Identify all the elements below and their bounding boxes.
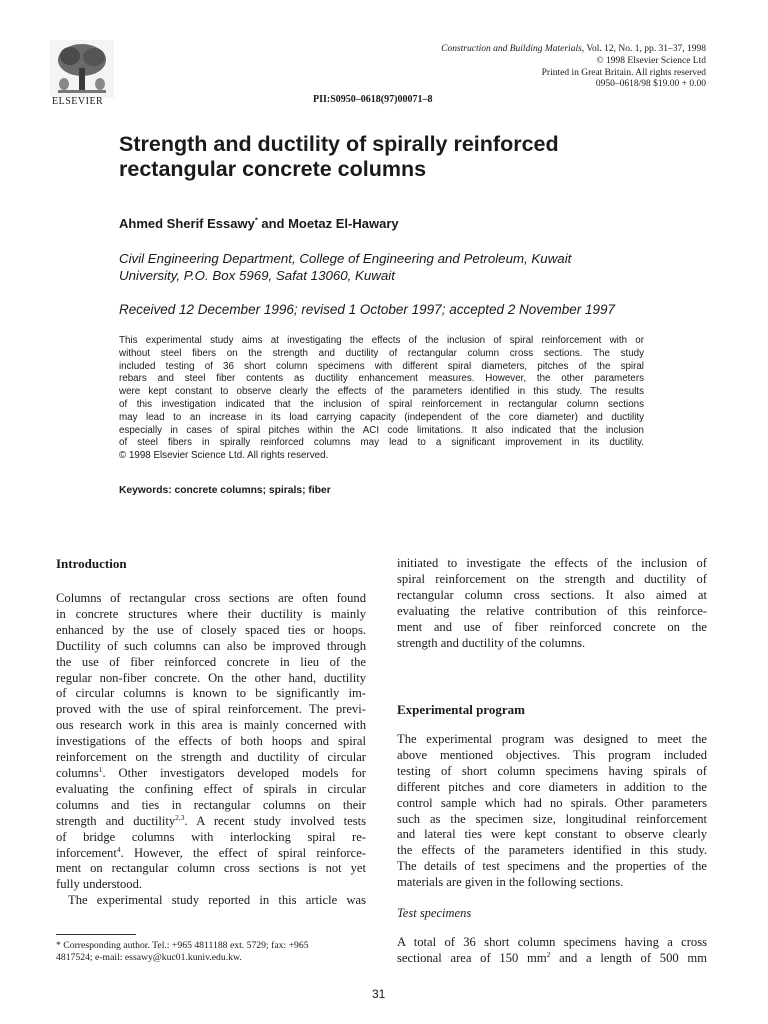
journal-info (346, 44, 706, 91)
body-line: testing of short column specimens having spirals of (397, 763, 707, 778)
body-line: investigations of the effects of both hoops and spiral (56, 734, 366, 749)
citation-4: 4 (116, 844, 121, 854)
title-line-1: Strength and ductility of spirally reinforced (119, 132, 559, 156)
body-line: rectangular column cross sections. It also aimed at (397, 587, 707, 602)
body-line: columns and ties in rectangular columns on their (56, 797, 366, 812)
abstract-line: included testing of 36 short column specimens with different spiral diameters, pitches of the spiral (119, 360, 644, 372)
introduction-continued (397, 556, 707, 651)
body-line: the effects of the parameters identified in this study. (397, 843, 707, 858)
pii-code: PII:S0950–0618(97)00071–8 (313, 94, 433, 105)
body-line: ment and use of fiber reinforced concrete on the (397, 619, 707, 634)
footnote-line-1: * Corresponding author. Tel.: +965 4811188 ext. 5729; fax: +965 (56, 940, 309, 951)
body-line-cite-2-3 (56, 814, 366, 830)
text-fragment: . Other investigators developed models for (102, 765, 366, 780)
body-line: and lateral ties were kept constant to observe clearly (397, 827, 707, 842)
affiliation-line-2: University, P.O. Box 5969, Safat 13060, Kuwait (119, 268, 395, 283)
title-line-2: rectangular concrete columns (119, 157, 427, 181)
body-line: ment on rectangular column cross sections is not yet (56, 861, 366, 876)
body-line: The experimental study reported in this article was (68, 893, 366, 908)
journal-printed: Printed in Great Britain. All rights reserved (541, 67, 706, 78)
experimental-body (397, 732, 707, 891)
abstract-line: especially in cases of spiral pitches within the ACI code limitations. It also indicated that the inclusion (119, 424, 644, 436)
body-line: evaluating the relative contribution of this reinforce- (397, 603, 707, 618)
text-fragment: inforcement (56, 845, 117, 860)
body-line: The experimental program was designed to meet the (397, 732, 707, 746)
journal-volume: , Vol. 12, No. 1, pp. 31–37, 1998 (581, 44, 706, 54)
author-2: and Moetaz El-Hawary (257, 216, 399, 231)
abstract (119, 335, 644, 463)
text-fragment: . A recent study involved tests (184, 813, 366, 828)
body-line: proved with the use of spiral reinforcement. The previ- (56, 702, 366, 717)
abstract-line: This experimental study aims at investigating the effects of the inclusion of spiral reinforcement with or (119, 335, 644, 346)
body-line: control sample which had no spirals. Other parameters (397, 795, 707, 810)
body-line: the use of fiber reinforced concrete in lieu of the (56, 654, 366, 669)
citation-1: 1 (98, 764, 103, 774)
body-line: materials are given in the following sections. (397, 875, 624, 890)
introduction-body (56, 591, 366, 909)
abstract-line: were kept constant to observe clearly the effects of the parameters identified in this study. The results (119, 386, 644, 398)
body-line: above mentioned objectives. This program included (397, 747, 707, 762)
footnote-rule (56, 934, 136, 935)
body-line-cite-4 (56, 846, 366, 862)
footnote-line-2: 4817524; e-mail: essawy@kuc01.kuniv.edu.kw. (56, 952, 242, 963)
body-line: The details of test specimens and the properties of the (397, 859, 707, 874)
body-line: Columns of rectangular cross sections are often found (56, 591, 366, 605)
introduction-heading: Introduction (56, 556, 127, 571)
body-line: strength and ductility of the columns. (397, 635, 586, 650)
citation-2-3: 2,3 (175, 812, 185, 822)
journal-name: Construction and Building Materials (441, 44, 582, 54)
body-line: ous research work in this area is mainly concerned with (56, 718, 366, 733)
body-line: fully understood. (56, 877, 143, 892)
text-fragment: columns (56, 765, 99, 780)
journal-price: 0950–0618/98 $19.00 + 0.00 (595, 79, 706, 90)
author-1: Ahmed Sherif Essawy (119, 216, 255, 231)
text-fragment: sectional area of 150 mm (397, 950, 547, 965)
authors (119, 216, 399, 231)
text-fragment: . However, the effect of spiral reinforce- (120, 845, 366, 860)
publisher-name: ELSEVIER (52, 96, 104, 107)
affiliation-line-1: Civil Engineering Department, College of Engineering and Petroleum, Kuwait (119, 251, 572, 266)
body-line: of circular columns is known to be significantly im- (56, 686, 366, 701)
test-specimens-body (397, 935, 707, 967)
received-dates: Received 12 December 1996; revised 1 October 1997; accepted 2 November 1997 (119, 302, 616, 317)
experimental-heading: Experimental program (397, 702, 525, 717)
abstract-copyright: © 1998 Elsevier Science Ltd. All rights reserved. (119, 450, 329, 462)
body-line: reinforcement on the strength and ductility of circular (56, 750, 366, 765)
corresponding-mark: * (254, 215, 258, 225)
body-line: in concrete structures where their ductility is mainly (56, 606, 366, 621)
body-line-cite-1 (56, 766, 366, 782)
abstract-line: rebars and steel fiber contents as ductility enhancement measures. However, the other parameters (119, 373, 644, 385)
paper-title (119, 132, 709, 182)
keywords: Keywords: concrete columns; spirals; fiber (119, 485, 331, 496)
body-line: such as the specimen size, longitudinal reinforcement (397, 811, 707, 826)
text-fragment: and a length of 500 mm (550, 950, 707, 965)
body-line: enhanced by the use of closely spaced ties or hoops. (56, 622, 366, 637)
journal-copyright: © 1998 Elsevier Science Ltd (596, 55, 706, 66)
abstract-line: may lead to an increase in its load carrying capacity (independent of the core diameter) and ductility (119, 411, 644, 423)
body-line: spiral reinforcement on the strength and ductility of (397, 571, 707, 586)
body-line: different pitches and core diameters in addition to the (397, 779, 707, 794)
superscript-2: 2 (546, 949, 551, 959)
body-line: Ductility of such columns can also be improved through (56, 638, 366, 653)
body-line: initiated to investigate the effects of the inclusion of (397, 556, 707, 570)
affiliation (119, 250, 719, 284)
text-fragment: strength and ductility (56, 813, 176, 828)
body-line: evaluating the confining effect of spirals in circular (56, 781, 366, 796)
abstract-line: of this investigation indicated that the inclusion of spiral reinforcement in rectangular column sections (119, 398, 644, 410)
abstract-line: of steel fibers in spirally reinforced columns may lead to a significant improvement in its ductility. (119, 437, 644, 449)
page-number: 31 (372, 987, 386, 1001)
body-line: of bridge columns with interlocking spiral re- (56, 829, 366, 844)
abstract-line: without steel fibers on the strength and ductility of rectangular column cross sections. The study (119, 347, 644, 359)
body-line-area (397, 951, 707, 967)
test-specimens-heading: Test specimens (397, 906, 472, 920)
body-line: regular non-fiber concrete. On the other hand, ductility (56, 670, 366, 685)
footnote (56, 940, 368, 964)
body-line: A total of 36 short column specimens having a cross (397, 935, 707, 949)
